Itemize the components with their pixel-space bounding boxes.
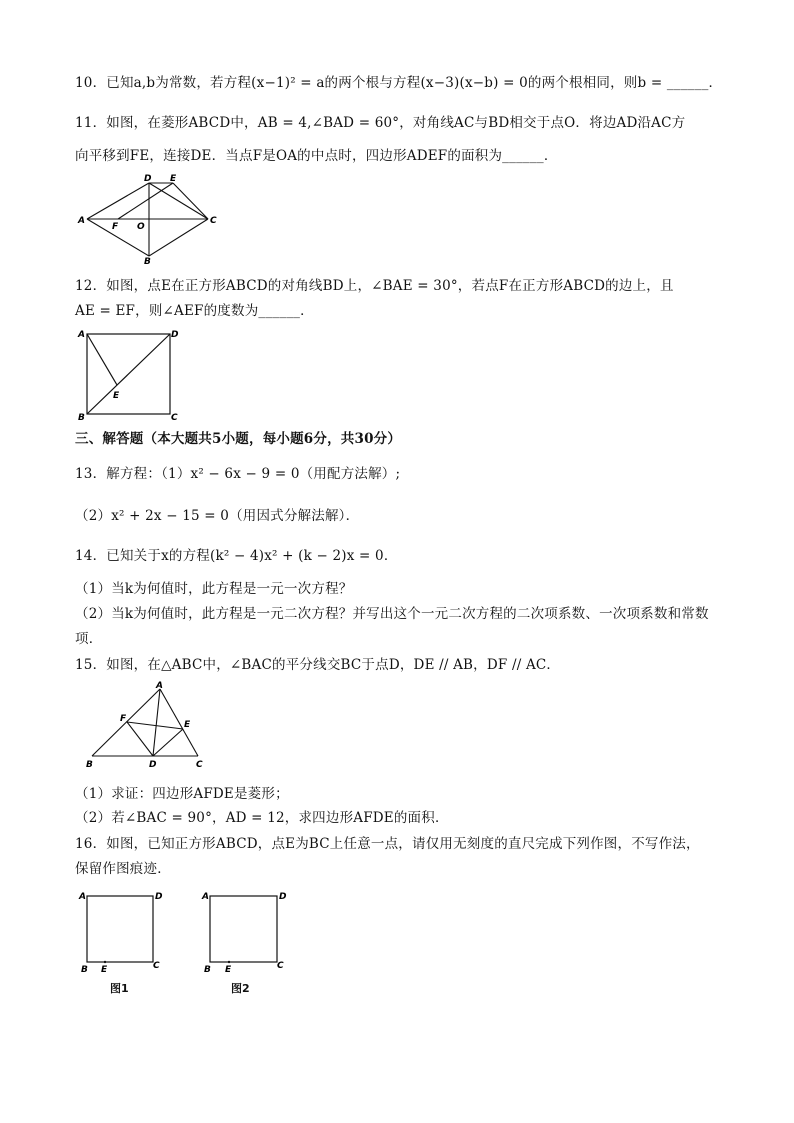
figure-rhombus-q11	[75, 172, 225, 267]
label-A: A	[78, 330, 85, 340]
question-15-part-1: （1）求证：四边形AFDE是菱形；	[75, 786, 289, 802]
label-E: E	[101, 965, 108, 975]
question-10: 10．已知a,b为常数，若方程(x−1)² = a的两个根与方程(x−3)(x−b) = 0的两个根相同，则b = ______．	[75, 75, 723, 91]
label-B: B	[81, 965, 88, 975]
label-A: A	[79, 892, 86, 902]
question-16-line-1: 16．如图，已知正方形ABCD，点E为BC上任意一点，请仅用无刻度的直尺完成下列作图，不写作法，	[75, 836, 700, 852]
question-14-line-2: （1）当k为何值时，此方程是一元一次方程？	[75, 581, 353, 597]
question-14-line-4: 项．	[75, 631, 103, 647]
question-13-line-2: （2）x² + 2x − 15 = 0（用因式分解法解）．	[75, 508, 360, 524]
figure-2-caption: 图2	[231, 982, 250, 995]
label-D: D	[279, 892, 287, 902]
question-16-line-2: 保留作图痕迹．	[75, 861, 171, 877]
label-E: E	[113, 391, 120, 401]
label-C: C	[171, 413, 178, 423]
label-D: D	[144, 174, 152, 184]
label-E: E	[170, 174, 177, 184]
label-D: D	[155, 892, 163, 902]
figure-square-q12	[75, 325, 185, 423]
question-14-line-3: （2）当k为何值时，此方程是一元二次方程？并写出这个一元二次方程的二次项系数、一次项系数和常数	[75, 606, 709, 622]
label-C: C	[277, 961, 284, 971]
question-12-line-1: 12．如图，点E在正方形ABCD的对角线BD上，∠BAE = 30°，若点F在正方形ABCD的边上，且	[75, 278, 674, 294]
label-D: D	[149, 760, 157, 770]
label-C: C	[153, 961, 160, 971]
label-O: O	[137, 222, 145, 232]
question-15-line-1: 15．如图，在△ABC中，∠BAC的平分线交BC于点D，DE // AB，DF // AC．	[75, 657, 561, 673]
label-D: D	[171, 330, 179, 340]
label-F: F	[112, 222, 119, 232]
figure-square-q16-2	[200, 888, 295, 974]
label-B: B	[78, 413, 85, 423]
label-C: C	[196, 760, 203, 770]
label-A: A	[78, 216, 85, 226]
question-11-line-1: 11．如图，在菱形ABCD中，AB = 4,∠BAD = 60°，对角线AC与BD相交于点O．将边AD沿AC方	[75, 115, 686, 131]
label-F: F	[120, 714, 127, 724]
label-B: B	[86, 760, 93, 770]
question-11-line-2: 向平移到FE，连接DE．当点F是OA的中点时，四边形ADEF的面积为______．	[75, 148, 558, 164]
label-E: E	[225, 965, 232, 975]
label-B: B	[144, 257, 151, 267]
question-14-line-1: 14．已知关于x的方程(k² − 4)x² + (k − 2)x = 0．	[75, 548, 398, 564]
label-A: A	[156, 681, 163, 691]
question-12-line-2: AE = EF，则∠AEF的度数为______．	[75, 303, 314, 319]
figure-1-caption: 图1	[110, 982, 129, 995]
figure-triangle-q15	[82, 680, 222, 772]
section-3-heading: 三、解答题（本大题共5小题，每小题6分，共30分）	[75, 431, 402, 447]
label-A: A	[202, 892, 209, 902]
question-15-part-2: （2）若∠BAC = 90°，AD = 12，求四边形AFDE的面积．	[75, 810, 449, 826]
label-B: B	[204, 965, 211, 975]
figure-square-q16-1	[78, 888, 168, 974]
question-13-line-1: 13．解方程：（1）x² − 6x − 9 = 0（用配方法解）;	[75, 466, 401, 482]
label-E: E	[184, 720, 191, 730]
label-C: C	[210, 216, 217, 226]
